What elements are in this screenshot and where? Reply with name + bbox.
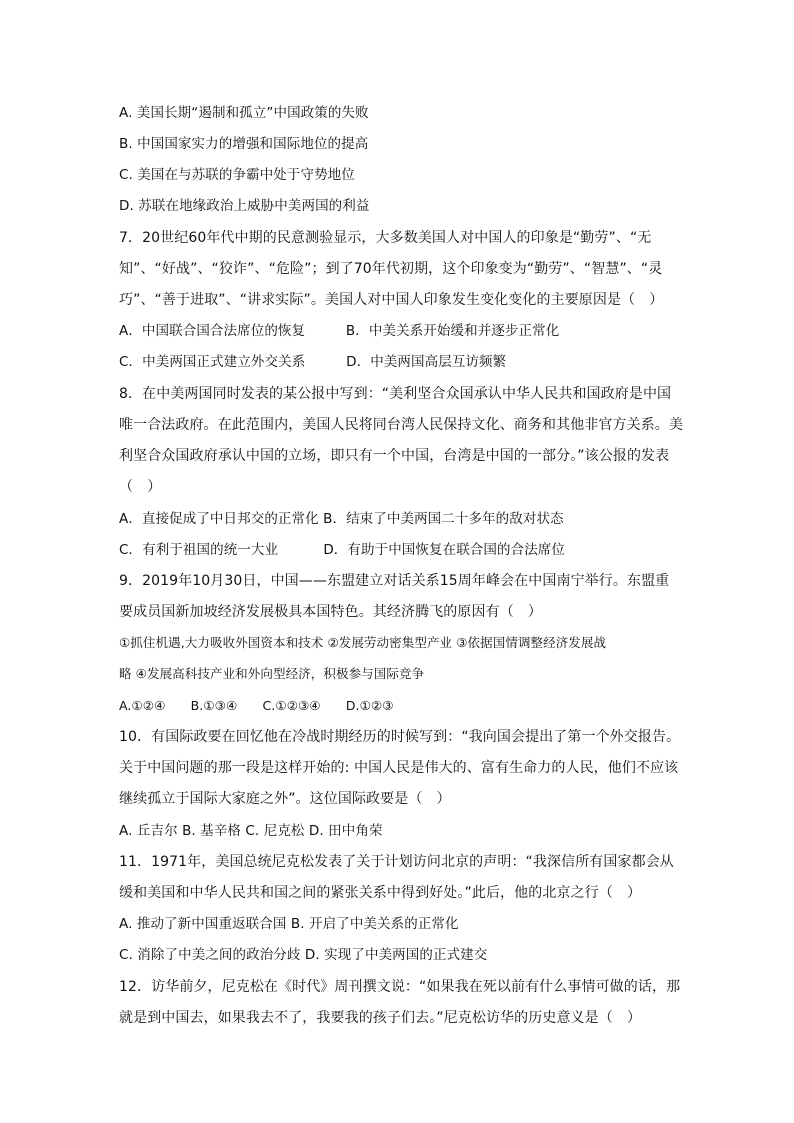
question-8-line-4: （ ） [119, 479, 162, 495]
option-6b: B. 中国国家实力的增强和国际地位的提高 [119, 136, 369, 152]
options-8-cd: C．有利于祖国的统一大业 D．有助于中国恢复在联合国的合法席位 [119, 542, 566, 558]
question-11-line-1: 11．1971年，美国总统尼克松发表了关于计划访问北京的声明：“我深信所有国家都会从 [119, 854, 674, 870]
question-9-line-2: 要成员国新加坡经济发展极具本国特色。其经济腾飞的原因有（ ） [119, 604, 542, 620]
question-10-line-1: 10．有国际政要在回忆他在冷战时期经历的时候写到：“我向国会提出了第一个外交报告。 [119, 729, 681, 745]
option-6a: A. 美国长期“遏制和孤立”中国政策的失败 [119, 105, 369, 121]
question-12-line-2: 就是到中国去，如果我去不了，我要我的孩子们去。”尼克松访华的历史意义是（ ） [119, 1010, 642, 1026]
question-7-line-3: 巧”、“善于进取”、“讲求实际”。美国人对中国人印象发生变化变化的主要原因是（ ） [119, 292, 664, 308]
question-8-line-2: 唯一合法政府。在此范围内，美国人民将同台湾人民保持文化、商务和其他非官方关系。美 [119, 417, 683, 433]
options-7-ab: A．中国联合国合法席位的恢复 B．中美关系开始缓和并逐步正常化 [119, 323, 560, 339]
question-9-statements-1: ①抓住机遇,大力吸收外国资本和技术 ②发展劳动密集型产业 ③依据国情调整经济发展战 [119, 635, 607, 650]
question-7-line-2: 知”、“好战”、“狡诈”、“危险”；到了70年代初期，这个印象变为“勤劳”、“智慧”、“灵 [119, 261, 663, 277]
options-11-ab: A. 推动了新中国重返联合国 B. 开启了中美关系的正常化 [119, 916, 459, 932]
question-12-line-1: 12．访华前夕，尼克松在《时代》周刊撰文说：“如果我在死以前有什么事情可做的话，那 [119, 979, 681, 995]
options-7-cd: C．中美两国正式建立外交关系 D．中美两国高层互访频繁 [119, 354, 507, 370]
question-10-line-3: 继续孤立于国际大家庭之外”。这位国际政要是（ ） [119, 791, 451, 807]
question-10-line-2: 关于中国问题的那一段是这样开始的: 中国人民是伟大的、富有生命力的人民，他们不应该 [119, 760, 679, 776]
question-8-line-1: 8．在中美两国同时发表的某公报中写到：“美利坚合众国承认中华人民共和国政府是中国 [119, 386, 672, 402]
options-11-cd: C. 消除了中美之间的政治分歧 D. 实现了中美两国的正式建交 [119, 947, 488, 963]
question-9-line-1: 9．2019年10月30日，中国——东盟建立对话关系15周年峰会在中国南宁举行。东盟重 [119, 573, 670, 589]
options-10: A. 丘吉尔 B. 基辛格 C. 尼克松 D. 田中角荣 [119, 823, 383, 839]
question-11-line-2: 缓和美国和中华人民共和国之间的紧张关系中得到好处。”此后，他的北京之行（ ） [119, 885, 642, 901]
option-6d: D. 苏联在地缘政治上威胁中美两国的利益 [119, 198, 370, 214]
option-6c: C. 美国在与苏联的争霸中处于守势地位 [119, 167, 355, 183]
question-8-line-3: 利坚合众国政府承认中国的立场，即只有一个中国，台湾是中国的一部分。”该公报的发表 [119, 448, 670, 464]
options-9: A.①②④ B.①③④ C.①②③④ D.①②③ [119, 698, 394, 713]
question-9-statements-2: 略 ④发展高科技产业和外向型经济，积极参与国际竞争 [119, 666, 425, 681]
options-8-ab: A．直接促成了中日邦交的正常化 B．结束了中美两国二十多年的敌对状态 [119, 511, 564, 527]
question-7-line-1: 7．20世纪60年代中期的民意测验显示，大多数美国人对中国人的印象是“勤劳”、“无 [119, 230, 652, 246]
